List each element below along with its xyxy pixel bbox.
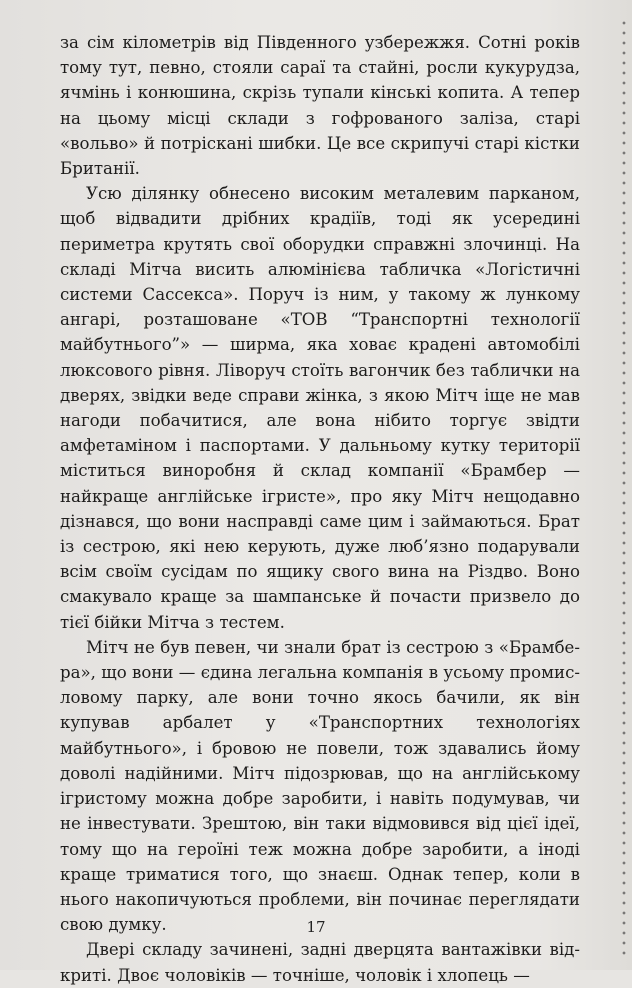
paragraph-1: за сім кілометрів від Південного узбережжя. Сотні років тому тут, певно, стояли сараї та стайні, росли кукурудза, ячмінь і конюшина, скрізь тупали кінські копита. А тепер на цьому місці склади з гофрованого заліза, старі «вольво» й потріскані шибки. Це все скрипучі старі кістки Британії. [60, 33, 580, 179]
paragraph-4: Двері складу зачинені, задні дверцята вантажівки відкриті. Двоє чоловіків — точніше, чоловік і хлопець — [60, 940, 580, 985]
body-text [60, 30, 580, 988]
paragraph-2: Усю ділянку обнесено високим металевим парканом, щоб відвадити дрібних крадіїв, тоді як усередині периметра крутять свої оборудки справжні злочинці. На складі Мітча висить алюмінієва табличка «Логістичні системи Сассекса». Поруч із ним, у такому ж лункому ангарі, розташоване «ТОВ “Транспортні технології майбутнього”» — ширма, яка ховає крадені автомобілі люксового рівня. Ліворуч стоїть вагончик без таблички на дверях, звідки веде справи жінка, з якою Мітч іще не мав нагоди побачитися, але вона нібито торгує звідти амфетаміном і паспортами. У дальньому кутку території міститься виноробня й склад компанії «Брамбер — найкраще англійське ігристе», про яку Мітч нещодавно дізнався, що вони насправді саме цим і займаються. Брат із сестрою, які нею керують, дуже люб’язно подарували всім своїм сусідам по ящику свого вина на Різдво. Воно смакувало краще за шампанське й почасти призвело до тієї бійки Мітча з тестем. [60, 184, 580, 632]
paragraph-3: Мітч не був певен, чи знали брат із сестрою з «Брамбера», що вони — єдина легальна компанія в усьому промисловому парку, але вони точно якось бачили, як він купував арбалет у «Транспортних технологіях майбутнього», і бровою не повели, тож здавались йому доволі надійними. Мітч підозрював, що на англійському ігристому можна добре заробити, і навіть подумував, чи не інвестувати. Зрештою, він таки відмовився від цієї ідеї, тому що на героїні теж можна добре заробити, а іноді краще триматися того, що знаєш. Однак тепер, коли в нього накопичуються проблеми, він починає переглядати свою думку. [60, 637, 580, 935]
page-edge-perforation [622, 18, 626, 958]
page-number: 17 [306, 918, 326, 936]
